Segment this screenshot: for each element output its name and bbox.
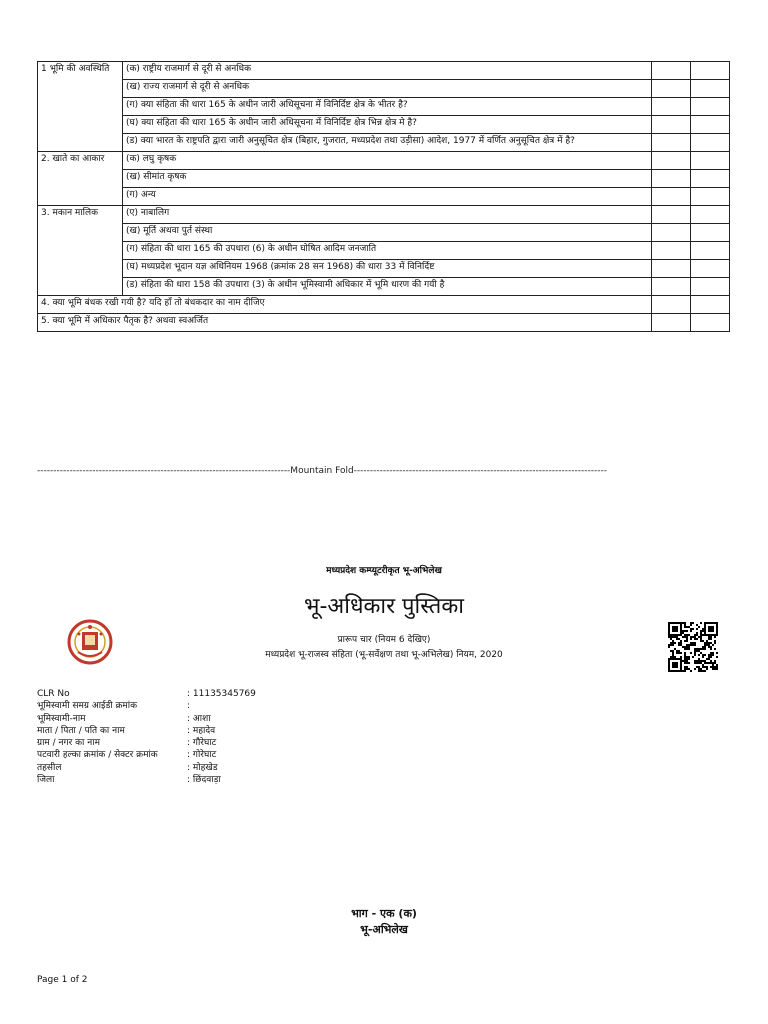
answer-cell bbox=[652, 188, 691, 206]
answer-cell bbox=[652, 80, 691, 98]
info-value: : 11135345769 bbox=[187, 689, 256, 699]
table-row bbox=[38, 242, 730, 260]
answer-cell bbox=[652, 152, 691, 170]
row-question: (क) लघु कृषक bbox=[123, 152, 652, 170]
mountain-fold-line: ------------------------------------------------------------------------------Mountain Fold------------------------------------------------------------------------------ bbox=[37, 466, 607, 476]
page-title: भू-अधिकार पुस्तिका bbox=[304, 594, 464, 619]
row-group-label: 2. खाते का आकार bbox=[38, 152, 123, 206]
table-row bbox=[38, 98, 730, 116]
part-subheading: भू-अभिलेख bbox=[360, 923, 408, 936]
answer-cell bbox=[691, 98, 730, 116]
row-question: (ड) क्या भारत के राष्ट्रपति द्वारा जारी अनुसूचित क्षेत्र (बिहार, गुजरात, मध्यप्रदेश तथा उड़ीसा) आदेश, 1977 में वर्णित अनुसूचित क्षेत्र में है? bbox=[123, 134, 652, 152]
table-row bbox=[38, 80, 730, 98]
table-row bbox=[38, 260, 730, 278]
answer-cell bbox=[691, 134, 730, 152]
answer-cell bbox=[652, 116, 691, 134]
info-value: : bbox=[187, 701, 191, 712]
table-row bbox=[38, 116, 730, 134]
answer-cell bbox=[652, 98, 691, 116]
table-row bbox=[38, 296, 730, 314]
rules-line: मध्यप्रदेश भू-राजस्व संहिता (भू-सर्वेक्षण तथा भू-अभिलेख) नियम, 2020 bbox=[265, 650, 503, 660]
row-question: (ए) नाबालिग bbox=[123, 206, 652, 224]
table-row bbox=[38, 314, 730, 332]
answer-cell bbox=[652, 296, 691, 314]
info-value: : गौरेघाट bbox=[187, 738, 217, 749]
row-group-label: 3. मकान मालिक bbox=[38, 206, 123, 296]
info-label: माता / पिता / पति का नाम bbox=[37, 725, 125, 736]
answer-cell bbox=[652, 224, 691, 242]
table-row bbox=[38, 152, 730, 170]
answer-cell bbox=[691, 170, 730, 188]
row-question: (क) राष्ट्रीय राजमार्ग से दूरी से अनधिक bbox=[123, 62, 652, 80]
answer-cell bbox=[691, 296, 730, 314]
page-number: Page 1 of 2 bbox=[37, 975, 88, 985]
answer-cell bbox=[652, 62, 691, 80]
qr-code-icon bbox=[668, 622, 718, 672]
row-question: (ग) संहिता की धारा 165 की उपधारा (6) के अधीन घोषित आदिम जनजाति bbox=[123, 242, 652, 260]
answer-cell bbox=[691, 116, 730, 134]
answer-cell bbox=[652, 170, 691, 188]
row-question: (ग) अन्य bbox=[123, 188, 652, 206]
answer-cell bbox=[652, 206, 691, 224]
answer-cell bbox=[691, 224, 730, 242]
row-question: (ख) मूर्ति अथवा पुर्त संस्था bbox=[123, 224, 652, 242]
info-value: : आशा bbox=[187, 713, 211, 724]
answer-cell bbox=[691, 62, 730, 80]
table-row bbox=[38, 224, 730, 242]
info-value: : छिंदवाड़ा bbox=[187, 775, 221, 786]
table-row bbox=[38, 134, 730, 152]
table-row bbox=[38, 62, 730, 80]
row-question: (घ) क्या संहिता की धारा 165 के अधीन जारी अधिसूचना में विनिर्दिष्ट क्षेत्र भिन्न क्षेत्र मे है? bbox=[123, 116, 652, 134]
table-row bbox=[38, 278, 730, 296]
info-label: पटवारी हल्का क्रमांक / सेक्टर क्रमांक bbox=[37, 750, 158, 761]
mp-government-emblem-icon bbox=[67, 618, 113, 666]
answer-cell bbox=[691, 278, 730, 296]
row-question: (ख) सीमांत कृषक bbox=[123, 170, 652, 188]
answer-cell bbox=[691, 206, 730, 224]
row-question: (ड) संहिता की धारा 158 की उपधारा (3) के अधीन भूमिस्वामी अधिकार में भूमि धारण की गयी है bbox=[123, 278, 652, 296]
info-value: : मोहखेड bbox=[187, 762, 218, 773]
answer-cell bbox=[652, 314, 691, 332]
org-heading: मध्यप्रदेश कम्प्यूटरीकृत भू-अभिलेख bbox=[326, 566, 442, 576]
table-row bbox=[38, 170, 730, 188]
table-row bbox=[38, 206, 730, 224]
info-label: भूमिस्वामी समग्र आईडी क्रमांक bbox=[37, 701, 138, 712]
info-label: CLR No bbox=[37, 689, 70, 699]
part-heading: भाग - एक (क) bbox=[351, 907, 417, 920]
answer-cell bbox=[652, 260, 691, 278]
land-status-table bbox=[37, 61, 730, 332]
info-label: भूमिस्वामी-नाम bbox=[37, 713, 86, 724]
row-group-label: 1 भूमि की अवस्थिति bbox=[38, 62, 123, 152]
row-question: 4. क्या भूमि बंधक रखी गयी है? यदि हाँ तो बंधकदार का नाम दीजिए bbox=[38, 296, 652, 314]
info-value: : महादेव bbox=[187, 725, 216, 736]
info-label: तहसील bbox=[37, 762, 62, 773]
answer-cell bbox=[691, 80, 730, 98]
answer-cell bbox=[691, 242, 730, 260]
row-question: 5. क्या भूमि में अधिकार पैतृक है? अथवा स्वअर्जित bbox=[38, 314, 652, 332]
answer-cell bbox=[652, 278, 691, 296]
table-row bbox=[38, 188, 730, 206]
row-question: (घ) मध्यप्रदेश भूदान यज्ञ अधिनियम 1968 (क्रमांक 28 सन 1968) की धारा 33 में विनिर्दिष्ट bbox=[123, 260, 652, 278]
info-label: ग्राम / नगर का नाम bbox=[37, 738, 100, 749]
answer-cell bbox=[691, 314, 730, 332]
info-label: जिला bbox=[37, 775, 55, 786]
answer-cell bbox=[652, 242, 691, 260]
answer-cell bbox=[652, 134, 691, 152]
answer-cell bbox=[691, 188, 730, 206]
answer-cell bbox=[691, 260, 730, 278]
form-line: प्रारूप चार (नियम 6 देखिए) bbox=[337, 635, 431, 645]
answer-cell bbox=[691, 152, 730, 170]
info-value: : गोरेघाट bbox=[187, 750, 217, 761]
row-question: (ख) राज्य राजमार्ग से दूरी से अनधिक bbox=[123, 80, 652, 98]
row-question: (ग) क्या संहिता की धारा 165 के अधीन जारी अधिसूचना में विनिर्दिष्ट क्षेत्र के भीतर है? bbox=[123, 98, 652, 116]
